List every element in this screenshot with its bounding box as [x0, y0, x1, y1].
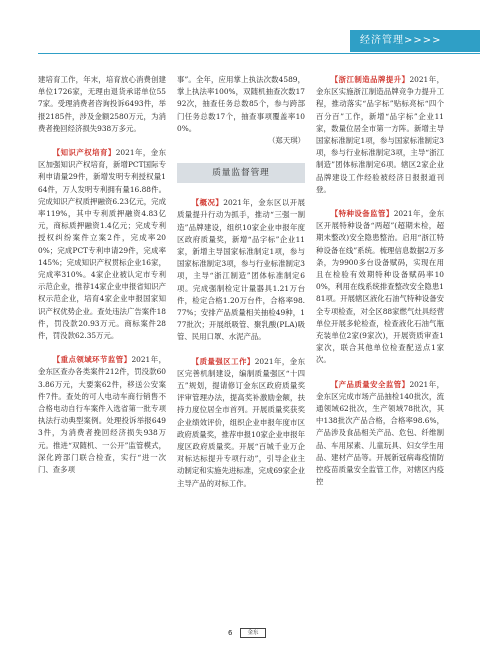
col3-body-3: 2021年，金东区完成市场产品抽检140批次，流通领域62批次，生产领域78批次，其中138批次产品合格，合格率98.6%，产品涉及食品相关产品、危包、纤维制品、车用尿素、儿童玩具、妇女学生用品、建材产品等。开展新冠病毒疫情防控疫苗质量安全监管工作，对辖区内疫控 [316, 379, 444, 487]
col1-tag-3: 【重点领域环节监管】 [52, 355, 132, 365]
section-title: 质量监督管理 [212, 168, 270, 179]
col1-paragraph-2 [38, 147, 166, 342]
col3-tag-1: 【浙江制造品牌提升】 [330, 75, 410, 84]
col3-body-1: 2021年，金东区实施浙江制造品牌竞争力提升工程，推动落实“品字标”贴标亮标“四个百分百”工作，新增“品字标”企业11家，数量位居全市第一方阵。新增主导国家标准制定1项，参与国家标准制定3项，参与行业标准制定3项，主导“浙江制造”团体标准制定6项。辖区2家企业品牌建设工作经验被经济日报报道刊登。 [316, 75, 444, 194]
col1-paragraph-1: 建培育工作，年末，培育放心消费创建单位1726家，无理由退货承诺单位557家。受理消费者咨询投诉6493件，举报2185件，涉及金额2580万元，为消费者挽回经济损失938万多元。 [38, 75, 166, 133]
col2-tag-3: 【质量强区工作】 [191, 356, 255, 366]
col2-body-2: 2021年，金东区以开展质量提升行动为抓手，推动“三强一制造”品牌建设，组织10家企业申报年度区政府质量奖，新增“品字标”企业11家，新增主导国家标准制定1项，参与国家标准制定3项，参与行业标准制定3项，主导“浙江制造”团体标准制定6项。完成强制检定计量器具1.21万台件，检定合格1.20万台件，合格率98.77%；安排产品质量相关抽检49种，177批次；开展纸吸管、聚乳酸(PLA)吸管、民用口罩、水泥产品。 [177, 198, 305, 342]
col2-paragraph-2 [177, 197, 305, 343]
column-1 [38, 74, 166, 476]
col1-tag-2: 【知识产权培育】 [52, 148, 116, 158]
section-header-label: 经济管理>>>> [360, 35, 442, 46]
col2-paragraph-3 [177, 356, 305, 490]
col3-paragraph-2 [316, 208, 444, 367]
col2-tag-2: 【概况】 [191, 198, 224, 208]
col2-body-3: 2021年，金东区完善机制建设，编制质量强区“十四五”规划，提请修订金东区政府质量奖评审管理办法，提高奖补激励金额，扶持力度位居全市首列。开展质量奖获奖企业绩效评价，组织企业申报年度市区政府质量奖，推荐申报10家企业申报年度区政府质量奖。开展“百城千业万企对标达标提升专项行动”，引导企业主动制定和实施先进标准，完成69家企业主导产品的对标工作。 [177, 356, 305, 488]
col2-paragraph-1: 事”。全年，应用掌上执法次数4589，掌上执法率100%，双随机抽查次数1792次，抽查任务总数85个，参与跨部门任务总数17个，抽查事项覆盖率100%。 [177, 75, 305, 133]
column-2 [177, 74, 305, 490]
col1-paragraph-3 [38, 354, 166, 476]
section-title-bar [177, 163, 305, 183]
col1-body-3: 2021年，金东区查办各类案件212件，罚没款603.86万元，大要案62件，移送公安案件7件。查处的可人电动车商行销售不合格电动自行车案件入选省第一批专项执法行动典型案例。处理投诉举报6493件，为消费者挽回经济损失938万元。推进“双随机、一公开”监管模式，深化跨部门联合检查，实行“进一次门、查多项 [38, 355, 166, 475]
col3-paragraph-1 [316, 74, 444, 196]
col3-tag-3: 【产品质量安全监管】 [330, 379, 410, 389]
page-number: 6 [228, 629, 233, 637]
col1-body-2: 2021年，金东区加强知识产权培育，新增PCT国际专利申请量29件，新增发明专利授权量164件，万人发明专利拥有量16.88件。完成知识产权质押融资6.23亿元，完成率119%，其中专利质押融资4.83亿元，商标质押融资1.4亿元；完成专利授权纠纷案件立案2件，完成率200%；完成PCT专利申请29件，完成率145%；完成知识产权贯标企业16家，完成率310%。4家企业被认定市专利示范企业，推荐14家企业申报省知识产权示范企业，培育4家企业申报国家知识产权优势企业。查处违法广告案件18件，罚没款20.93万元。商标案件28件，罚没款62.35万元。 [38, 148, 166, 341]
section-header-tab [350, 30, 480, 52]
author-signature: （郑天琪） [268, 136, 305, 146]
col3-paragraph-3 [316, 379, 444, 489]
header-rule [38, 53, 480, 54]
column-3 [316, 74, 444, 489]
footer-brand-mark: 金东 [240, 628, 266, 638]
col3-tag-2: 【特种设备监管】 [330, 209, 394, 219]
col3-body-2: 2021年，金东区开展特种设备“两超”(超期未检，超期未整改)安全隐患整治。启用“浙江特种设备在线”系统。梳理信息数据2万多条，为9900多台设备赋码，实现在用且在检验有效期特种设备赋码率100%，利用在线系统排查整改安全隐患181项。开展辖区液化石油气特种设备安全专项检查，对全区88家燃气灶具经营单位开展多轮检查，检查液化石油气瓶充装单位2家(9家次)，开展资质审查1家次，联合其他单位检查配送点1家次。 [316, 209, 444, 365]
